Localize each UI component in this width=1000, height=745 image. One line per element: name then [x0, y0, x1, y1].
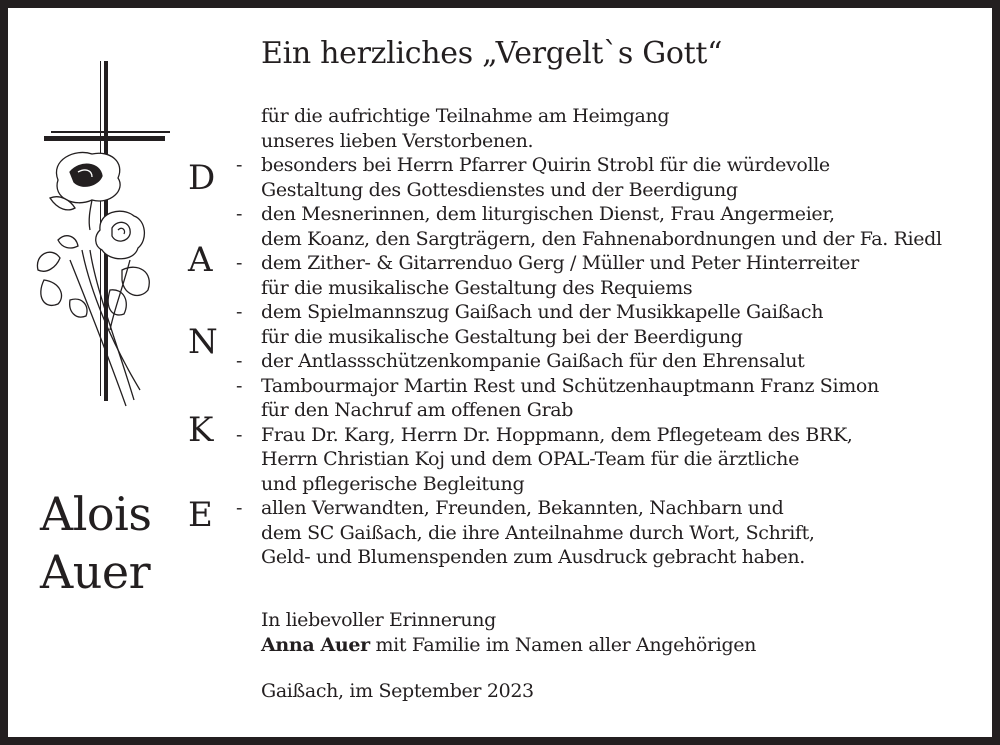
- line-text: der Antlassschützenkompanie Gaißach für den Ehrensalut: [261, 350, 805, 372]
- thanks-item-start: [236, 153, 942, 178]
- line-text: den Mesnerinnen, dem liturgischen Dienst, Frau Angermeier,: [261, 203, 835, 225]
- thanks-item-continuation: [261, 325, 942, 350]
- thanks-item-start: [236, 374, 942, 399]
- danke-letter-n: N: [188, 322, 218, 362]
- closing-signer: [261, 634, 756, 656]
- danke-letter-a: A: [188, 240, 213, 280]
- line-text: und pflegerische Begleitung: [261, 472, 525, 495]
- deceased-name: [40, 485, 151, 601]
- deceased-first-name: Alois: [40, 487, 152, 541]
- thanks-item-continuation: [261, 472, 942, 497]
- bullet-dash: -: [236, 203, 243, 225]
- thanks-item-continuation: [261, 398, 942, 423]
- closing-memory: In liebevoller Erinnerung: [261, 609, 496, 631]
- line-text: für die musikalische Gestaltung bei der Beerdigung: [261, 325, 743, 348]
- place-date: Gaißach, im September 2023: [261, 680, 534, 702]
- danke-letter-k: K: [188, 410, 214, 450]
- line-text: Geld- und Blumenspenden zum Ausdruck gebracht haben.: [261, 546, 805, 568]
- thanks-item-start: [236, 496, 942, 521]
- notice-title: Ein herzliches „Vergelt`s Gott“: [261, 36, 723, 71]
- line-text: unseres lieben Verstorbenen.: [261, 129, 534, 152]
- thanks-item-continuation: [261, 178, 942, 203]
- line-text: besonders bei Herrn Pfarrer Quirin Strobl für die würdevolle: [261, 154, 830, 176]
- line-text: Frau Dr. Karg, Herrn Dr. Hoppmann, dem Pflegeteam des BRK,: [261, 423, 853, 446]
- thanks-item-continuation: [261, 521, 942, 546]
- line-text: Tambourmajor Martin Rest und Schützenhauptmann Franz Simon: [261, 374, 879, 397]
- thanks-item-start: [236, 202, 942, 227]
- line-text: für die musikalische Gestaltung des Requiems: [261, 276, 693, 299]
- thanks-list: [236, 104, 942, 570]
- line-text: Gestaltung des Gottesdienstes und der Beerdigung: [261, 178, 738, 201]
- line-text: Herrn Christian Koj und dem OPAL-Team für die ärztliche: [261, 448, 799, 470]
- thanks-item-continuation: [261, 276, 942, 301]
- bullet-dash: -: [236, 154, 243, 176]
- thanks-item-start: [236, 423, 942, 448]
- line-text: allen Verwandten, Freunden, Bekannten, Nachbarn und: [261, 497, 784, 519]
- thanks-item-start: [236, 300, 942, 325]
- bullet-dash: -: [236, 423, 243, 446]
- thanks-item-continuation: [261, 447, 942, 472]
- bullet-dash: -: [236, 374, 243, 397]
- bullet-dash: -: [236, 350, 243, 372]
- thanks-item-continuation: [261, 227, 942, 252]
- line-text: dem Spielmannszug Gaißach und der Musikkapelle Gaißach: [261, 301, 824, 323]
- line-text: dem Koanz, den Sargträgern, den Fahnenabordnungen und der Fa. Riedl: [261, 227, 942, 250]
- thanks-item-start: [236, 251, 942, 276]
- danke-letter-d: D: [188, 158, 216, 198]
- thanks-item-continuation: [261, 104, 942, 129]
- danke-letter-e: E: [188, 495, 213, 535]
- bullet-dash: -: [236, 301, 243, 323]
- thanks-item-start: [236, 349, 942, 374]
- thanks-item-continuation: [261, 545, 942, 570]
- line-text: für die aufrichtige Teilnahme am Heimgang: [261, 105, 670, 127]
- line-text: dem Zither- & Gitarrenduo Gerg / Müller und Peter Hinterreiter: [261, 252, 859, 274]
- roses-icon: [30, 150, 165, 410]
- deceased-last-name: Auer: [40, 545, 151, 599]
- line-text: dem SC Gaißach, die ihre Anteilnahme durch Wort, Schrift,: [261, 521, 815, 544]
- signer-rest: mit Familie im Namen aller Angehörigen: [369, 634, 757, 656]
- signer-name: Anna Auer: [261, 634, 370, 656]
- bullet-dash: -: [236, 497, 243, 519]
- bullet-dash: -: [236, 252, 243, 274]
- line-text: für den Nachruf am offenen Grab: [261, 399, 574, 421]
- thanks-item-continuation: [261, 129, 942, 154]
